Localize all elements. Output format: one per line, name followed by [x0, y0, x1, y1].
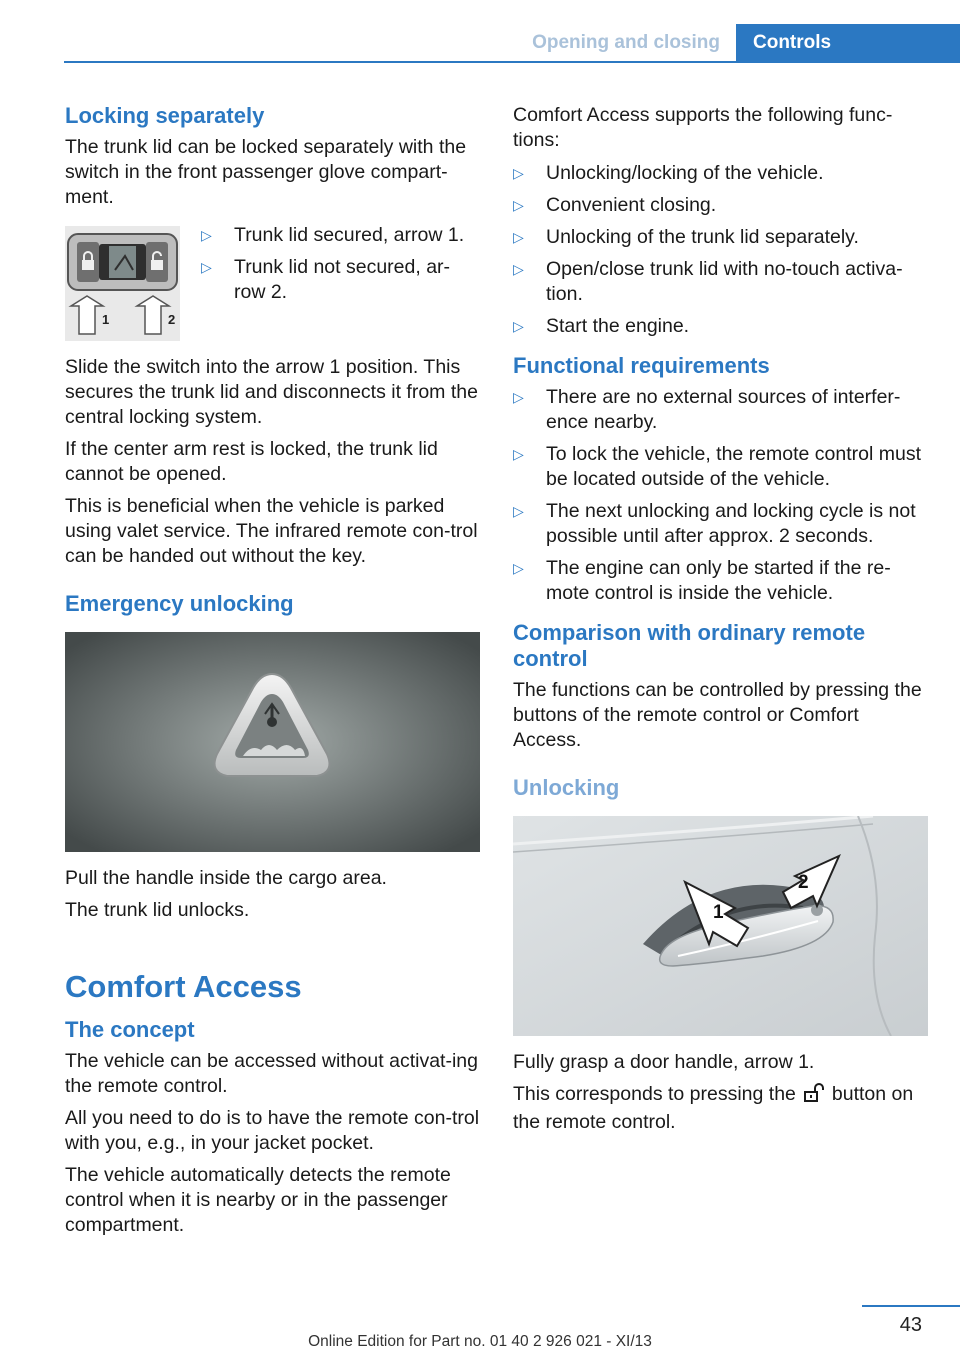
unlock-para-1: Fully grasp a door handle, arrow 1. [513, 1051, 815, 1073]
locking-para-3: This is beneficial when the vehicle is parked using valet service. The infrared remote con‐trol can be handed out without the key. [65, 495, 478, 567]
switch-arrow-label-1: 1 [102, 312, 110, 327]
unlock-para-2: This corresponds to pressing the button on the remote control. [513, 1083, 914, 1133]
header-section-title: Opening and closing [532, 32, 720, 53]
heading-comfort-access: Comfort Access [65, 969, 302, 1004]
locking-para-2: If the center arm rest is locked, the trunk lid cannot be opened. [65, 438, 438, 485]
emergency-para-1: Pull the handle inside the cargo area. [65, 867, 387, 889]
page-number: 43 [899, 1314, 922, 1336]
door-arrow-label-1: 1 [713, 902, 724, 923]
header-rule [64, 61, 960, 63]
list-item: ▷ There are no external sources of interfer‐ence nearby. [513, 386, 901, 433]
emergency-para-2: The trunk lid unlocks. [65, 899, 250, 921]
triangle-right-icon: ▷ [513, 229, 524, 245]
glovebox-switch-figure [65, 226, 180, 341]
locking-para-1: Slide the switch into the arrow 1 position. This secures the trunk lid and disconnects it from the central locking system. [65, 356, 478, 428]
functions-list [513, 161, 931, 339]
list-item: ▷ Unlocking/locking of the vehicle. [513, 162, 824, 184]
list-item: ▷ Open/close trunk lid with no-touch activa‐tion. [513, 258, 903, 305]
requirements-list [513, 385, 931, 606]
triangle-right-icon: ▷ [201, 259, 212, 275]
list-item: ▷ The next unlocking and locking cycle is not possible until after approx. 2 seconds. [513, 500, 916, 547]
unlock-icon [802, 1083, 826, 1110]
locking-intro: The trunk lid can be locked separately with the switch in the front passenger glove compart‐ment. [65, 136, 467, 208]
triangle-right-icon: ▷ [201, 227, 212, 243]
list-item: ▷ To lock the vehicle, the remote control must be located outside of the vehicle. [513, 443, 922, 490]
concept-para-1: The vehicle can be accessed without activat‐ing the remote control. [65, 1050, 478, 1097]
concept-para-3: The vehicle automatically detects the remote control when it is nearby or in the passenger compartment. [65, 1164, 451, 1236]
triangle-right-icon: ▷ [513, 197, 524, 213]
heading-functional-requirements: Functional requirements [513, 353, 770, 378]
list-item: ▷ The engine can only be started if the re‐mote control is inside the vehicle. [513, 557, 891, 604]
heading-unlocking: Unlocking [513, 775, 620, 800]
left-column [65, 100, 480, 1245]
switch-figure-row [65, 226, 480, 341]
header-chapter-tab: Controls [736, 24, 960, 62]
emergency-handle-figure [65, 632, 480, 852]
list-item: ▷ Trunk lid secured, arrow 1. [201, 224, 465, 246]
switch-states-list [201, 223, 480, 312]
door-arrow-label-2: 2 [798, 872, 809, 893]
triangle-right-icon: ▷ [513, 560, 524, 576]
heading-the-concept: The concept [65, 1017, 195, 1042]
list-item: ▷ Convenient closing. [513, 194, 717, 216]
heading-comparison: Comparison with ordinary remote control [513, 620, 866, 671]
footer-edition: Online Edition for Part no. 01 40 2 926 021 - XI/13 [308, 1333, 652, 1350]
page-header [0, 24, 960, 62]
heading-emergency-unlocking: Emergency unlocking [65, 591, 294, 616]
list-item: ▷ Trunk lid not secured, ar‐row 2. [201, 256, 451, 303]
right-column [513, 100, 931, 1142]
triangle-right-icon: ▷ [513, 389, 524, 405]
footer-rule [862, 1305, 960, 1307]
triangle-right-icon: ▷ [513, 165, 524, 181]
door-handle-figure [513, 816, 928, 1036]
list-item: ▷ Unlocking of the trunk lid separately. [513, 226, 859, 248]
functions-intro: Comfort Access supports the following func‐tions: [513, 104, 893, 151]
list-item: ▷ Start the engine. [513, 315, 690, 337]
triangle-right-icon: ▷ [513, 446, 524, 462]
switch-arrow-label-2: 2 [168, 312, 176, 327]
triangle-right-icon: ▷ [513, 503, 524, 519]
concept-para-2: All you need to do is to have the remote con‐trol with you, e.g., in your jacket pocket. [65, 1107, 480, 1154]
triangle-right-icon: ▷ [513, 261, 524, 277]
triangle-right-icon: ▷ [513, 318, 524, 334]
comparison-para: The functions can be controlled by pressing the buttons of the remote control or Comfort Access. [513, 679, 922, 751]
heading-locking-separately: Locking separately [65, 103, 265, 128]
